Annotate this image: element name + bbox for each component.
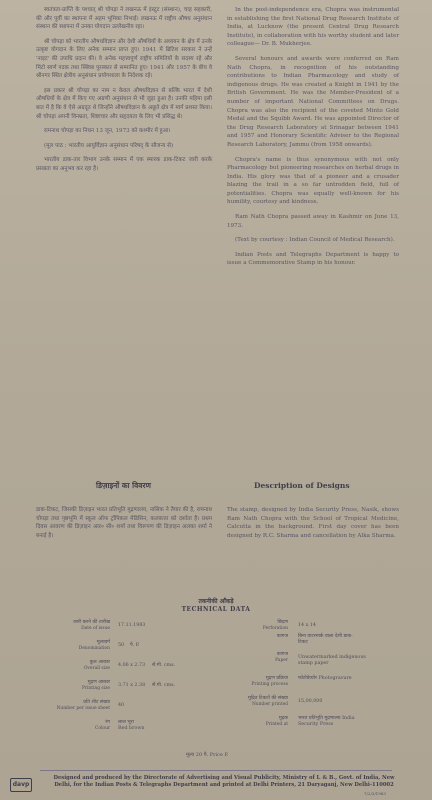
paragraph: भारतीय डाक-तार विभाग उनके सम्मान में एक स्मारक डाक-टिकट जारी करके प्रसन्नता का अनुभव कर रहा है। [36,157,212,172]
design-description-hindi: डाक-टिकट, जिसकी डिज़ाइन भारत प्रतिभूति मुद्रणालय, नासिक ने तैयार की है, रामनाथ चोपड़ा तथा पृष्ठभूमि में स्कूल ऑफ ट्रॉपिकल मेडिसिन, कलकत्ता को दर्शाता है। प्रथम दिवस आवरण की डिज़ाइन आर० सी० शर्मा तथा विरूपण की डिज़ाइन अलका शर्मा ने बनाई है। [36,507,212,539]
tech-unit: पै. P. [130,643,140,648]
tech-row [232,696,323,710]
tech-value: 15,00,000 [298,699,323,704]
tech-label-english: Colour [95,726,110,731]
tech-row [232,676,352,690]
tech-value: 40 [118,703,125,708]
tech-value: 17.11.1983 [118,623,146,628]
design-heading-hindi: डिज़ाइनों का विवरण [96,481,151,490]
paragraph: Ram Nath Chopra passed away in Kashmir on June 13, 1973. [227,214,399,229]
paragraph: इस प्रकार श्री चोपड़ा का नाम न केवल औषधविज्ञान से बल्कि भारत में देशी औषधियों के क्षेत्र में किए गए अग्रणी अनुसंधान से भी जुड़ा हुआ है। उनकी महिमा इसी बात में है कि वे ऐसे अग्रदूत थे जिन्होंने औषधविज्ञान के अछूते क्षेत्र में मार्ग प्रशस्त किया। श्री चोपड़ा अपनी विनम्रता, शिष्टाचार और सहृदयता के लिए भी प्रसिद्ध थे। [36,87,212,120]
paragraph: (Text by courtesy : Indian Council of Medical Research). [235,237,395,244]
tech-unit: Red brown [118,726,145,731]
tech-row [40,720,145,734]
tech-value: फोटोग्रेव्योर Photogravure [298,676,352,681]
price: मूल्य 20 पै. Price P. [186,752,229,758]
design-description-english: The stamp, designed by India Security Press, Nasik, shows Ram Nath Chopra with the School of Tropical Medicine, Calcutta in the background. First day cover has been designed by R.C. Sharma and cancellation by Alka Sharma. [227,507,399,539]
tech-unit: सें.मी. cms. [152,663,176,668]
tech-label-hindi: छिद्रण [277,620,288,625]
tech-label-hindi: मुद्रण आकार [87,680,110,685]
tech-value: 50 [118,643,125,648]
tech-label-hindi: कुल आकार [89,660,110,665]
paragraph: Chopra's name is thus synonymous with not only Pharmacology but pioneering researches on herbal drugs in India. His glory was that of a pioneer and a crusader blazing the trail in a so far untrodden field, full of potentialities. Chopra was equally well-known for his humility, courtesy and kindness. [227,156,399,206]
tech-label-english: Denomination [78,646,110,651]
paragraph: In the post-independence era, Chopra was instrumental in establishing the first National Drug Research Institute of India, at Lucknow (the present Central Drug Research Institute), in collaboration with his worthy student and later colleague— Dr. B. Mukherjee. [227,7,399,48]
tech-label-english: Printed at [265,722,288,727]
tech-row [40,640,140,654]
tech-value: लाल भूरा [118,720,134,725]
tech-label-hindi: मुद्रण प्रक्रिया [265,676,288,681]
tech-label-hindi: प्रति शीट संख्या [83,700,110,705]
paragraph: (मूल पाठ : भारतीय आयुर्विज्ञान अनुसंधान परिषद् के सौजन्य से) [44,142,174,149]
tech-label-english: Date of issue [81,626,110,631]
tech-label-hindi: मुद्रित टिकटों की संख्या [248,696,288,701]
tech-label-english: Perforation [262,626,288,631]
tech-value: 14 x 14 [298,623,316,628]
divider [40,770,392,771]
tech-row [232,620,316,634]
tech-value: भारत प्रतिभूति मुद्रणालय India Security Press [298,716,355,727]
tech-label-hindi: रंग [105,720,110,725]
tech-unit: सें.मी. cms. [152,683,176,688]
tech-label-hindi: मुद्रक [278,716,288,721]
tech-value: Unwatermarked indigenous stamp paper [298,655,366,666]
tech-label-english: Paper [275,658,288,663]
paragraph: Indian Posts and Telegraphs Department is happy to issue a Commemorative Stamp in his honour. [227,251,399,267]
tech-row [232,716,355,730]
hindi-biography-column [36,6,212,180]
technical-data-title-hindi: तकनीकी आँकड़े [198,598,234,605]
tech-row [40,680,176,694]
tech-value: 3.71 x 2.38 [118,683,146,688]
paragraph: श्री चोपड़ा को भारतीय औषधविज्ञान और देशी औषधियों के अध्ययन के क्षेत्र में उनके उत्कृष्ट योगदान के लिए अनेक सम्मान प्राप्त हुए। 1941 में ब्रिटिश सरकार ने उन्हें 'नाइट' की उपाधि प्रदान की। वे अनेक महत्त्वपूर्ण राष्ट्रीय समितियों के सदस्य रहे और मिंटो स्वर्ण पदक तथा स्क्विब पुरस्कार से सम्मानित हुए। 1941 और 1957 के बीच वे श्रीनगर स्थित क्षेत्रीय अनुसंधान प्रयोगशाला के निदेशक रहे। [36,38,212,80]
tech-label-english: Printing size [81,686,110,691]
tech-label-english: Overall size [83,666,110,671]
english-biography-column [227,6,399,274]
tech-label-hindi: जारी करने की तारीख [73,620,110,625]
tech-row [40,620,146,634]
tech-value: बिना वाटरमार्क वाला देशी डाक-टिकट [298,634,353,645]
tech-label-english: Printing process [251,682,288,687]
publisher-footer: Designed and produced by the Directorate of Advertising and Visual Publicity, Ministry of I. & B., Govt. of India, New Delhi, for the Indian Posts & Telegraphs Department and printed at Delhi Printers, 21 Daryaganj, New Delhi-110002 [53,775,395,788]
design-heading-english: Description of Designs [254,481,350,490]
paragraph: Several honours and awards were conferred on Ram Nath Chopra, in recognition of his outstanding contributions to Indian Pharmacology and study of indigenous drugs. He was created a Knight in 1941 by the British Government. He was the Member-President of a number of important National Committees on Drugs. Chopra was also the recipient of the coveted Minto Gold Medal and the Squibb Award. He was appointed Director of the Drug Research Laboratory at Srinagar between 1941 and 1957 and Honorary Scientific Adviser to the Regional Research Laboratory, Jammu (from 1958 onwards). [227,55,399,148]
tech-row [232,634,353,648]
paragraph: रामनाथ चोपड़ा का निधन 13 जून, 1973 को कश्मीर में हुआ। [44,128,171,135]
print-code: 7/2/3/1983 [364,791,386,796]
tech-label-english: Number per issue sheet [56,706,110,711]
tech-row [40,660,176,674]
paragraph: स्वतंत्रता-प्राप्ति के पश्चात् श्री चोपड़ा ने लखनऊ में इंस्टूट (संस्थान), चाह सहकारी, की और पूर्वी का स्थापना में अहम भूमिका निभाई। लखनऊ में राष्ट्रीय औषध अनुसंधान संस्थान की स्थापना में उनका योगदान उल्लेखनीय रहा। [36,7,212,31]
tech-label-hindi: कागज [276,652,288,657]
tech-label-hindi: मूल्यवर्ग [96,640,110,645]
technical-data-title-english: TECHNICAL DATA [181,606,251,613]
tech-row [40,700,125,714]
tech-row [232,652,366,672]
tech-label-hindi: कागज [276,634,288,639]
tech-label-english: Number printed [251,702,288,707]
davp-logo: davp [10,778,32,792]
tech-value: 4.06 x 2.73 [118,663,146,668]
